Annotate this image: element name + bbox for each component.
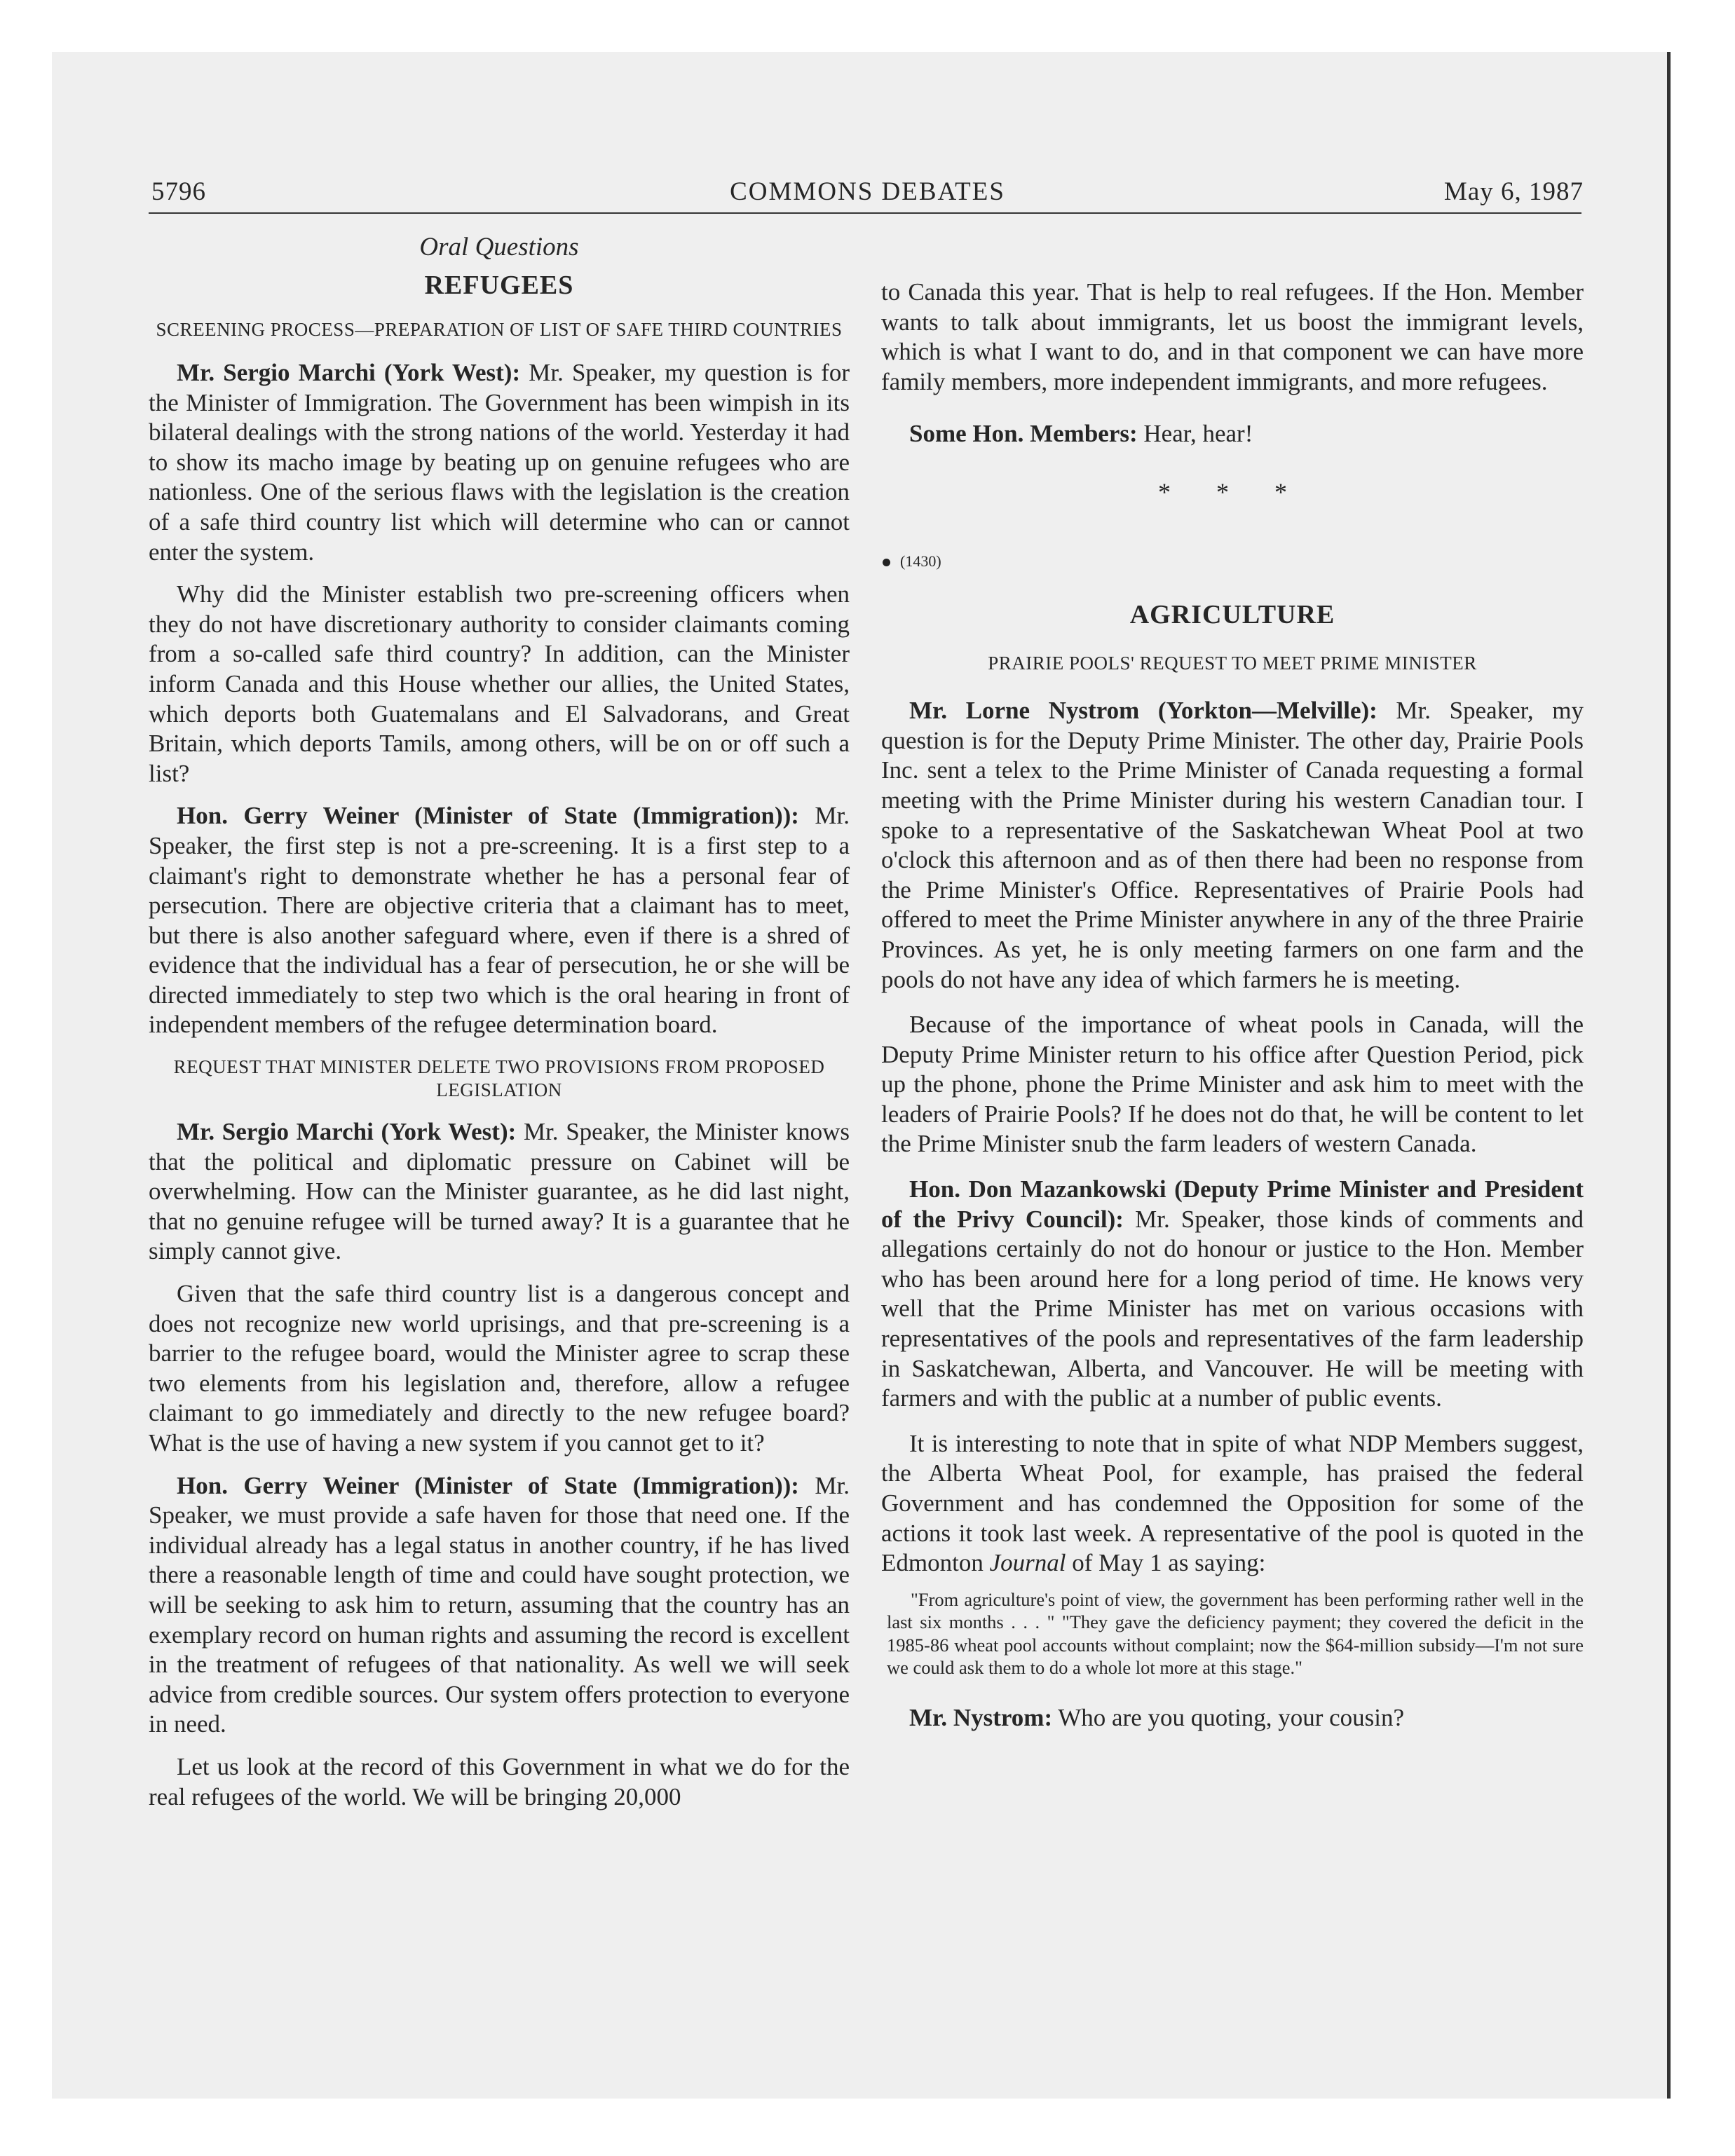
speaker-name: Some Hon. Members: bbox=[909, 420, 1138, 448]
speech-text: Who are you quoting, your cousin? bbox=[1052, 1703, 1405, 1731]
speaker-name: Mr. Lorne Nystrom (Yorkton—Melville): bbox=[909, 697, 1377, 725]
publication-name: Journal bbox=[989, 1549, 1066, 1577]
paragraph-weiner-3: Let us look at the record of this Government in what we do for the real refugees of the world. We will be bringing 20,000 bbox=[149, 1752, 850, 1810]
speaker-name: Hon. Gerry Weiner (Minister of State (Immigration)): bbox=[177, 1471, 799, 1499]
paragraph-marchi-2: Why did the Minister establish two pre-screening officers when they do not have discretionary authority to consider claimants coming from a so-called safe third country? In addition, can the Minister inform Canada and this House whether our allies, the United States, which deports both Guatemalans and El Salvadorans, and Great Britain, which deports Tamils, among others, will be on or off such a list? bbox=[149, 580, 850, 787]
header-rule bbox=[149, 212, 1581, 214]
paragraph-marchi-1 bbox=[149, 358, 850, 567]
section-title-agriculture: AGRICULTURE bbox=[1129, 600, 1335, 630]
time-marker bbox=[881, 547, 1584, 577]
paragraph-weiner-continued: to Canada this year. That is help to real refugees. If the Hon. Member wants to talk about immigrants, let us boost the immigrant levels, which is what I want to do, and in that component we can have more family members, more independent immigrants, and more refugees. bbox=[881, 278, 1584, 395]
paragraph-nystrom-2: Because of the importance of wheat pools in Canada, will the Deputy Prime Minister return to his office after Question Period, pick up the phone, phone the Prime Minister and ask him to meet with the leaders of Prairie Pools? If he does not do that, he will be content to let the Prime Minister snub the farm leaders of western Canada. bbox=[881, 1011, 1584, 1158]
speaker-name: Mr. Sergio Marchi (York West): bbox=[177, 359, 521, 386]
speech-text: Mr. Speaker, the Minister knows that the political and diplomatic pressure on Cabinet will be overwhelming. How can the Minister guarantee, as he did last night, that no genuine refugee will be turned away? It is a guarantee that he simply cannot give. bbox=[149, 1118, 850, 1265]
section-title-refugees: REFUGEES bbox=[424, 271, 574, 300]
bullet-icon bbox=[883, 559, 890, 566]
paragraph-hear-hear bbox=[881, 419, 1584, 449]
subheading-prairie-pools: PRAIRIE POOLS' REQUEST TO MEET PRIME MINISTER bbox=[988, 653, 1477, 674]
left-column bbox=[149, 231, 850, 1812]
block-quote: "From agriculture's point of view, the government has been performing rather well in the last six months . . . " "They gave the deficiency payment; they covered the deficit in the 1985-86 wheat pool accounts without complaint; now the $64-million subsidy—I'm not sure we could ask them to do a whole lot more at this stage." bbox=[887, 1588, 1584, 1679]
speech-text: Mr. Speaker, we must provide a safe haven for those that need one. If the individual already has a legal status in another country, if he has lived there a reasonable length of time and could have sought protection, we will be seeking to ask him to return, assuming that the country has an exemplary record on human rights and assuming the record is excellent in the treatment of refugees of that nationality. As well we will seek advice from credible sources. Our system offers protection to everyone in need. bbox=[149, 1471, 850, 1738]
speaker-name: Hon. Don Mazankowski (Deputy Prime Minister and President of the Privy Council): bbox=[881, 1175, 1584, 1233]
paragraph-marchi-3 bbox=[149, 1117, 850, 1267]
right-column bbox=[881, 278, 1584, 1733]
page-number: 5796 bbox=[151, 177, 206, 206]
paragraph-mazankowski-2 bbox=[881, 1429, 1584, 1578]
speech-text: of May 1 as saying: bbox=[1066, 1549, 1266, 1577]
speaker-name: Mr. Nystrom: bbox=[909, 1703, 1053, 1731]
speech-text: Hear, hear! bbox=[1137, 420, 1253, 448]
speech-text: Mr. Speaker, my question is for the Deputy Prime Minister. The other day, Prairie Pools Inc. sent a telex to the Prime Minister of Canada requesting a formal meeting with the Prime Minister during his western Canadian tour. I spoke to a representative of the Saskatchewan Wheat Pool at two o'clock this afternoon and as of then there had been no response from the Prime Minister's Office. Representatives of Prairie Pools had offered to meet the Prime Minister anywhere in any of the three Prairie Provinces. As yet, he is only meeting farmers on one farm and the pools do not have any idea of which farmers he is meeting. bbox=[881, 697, 1584, 993]
speech-text: Mr. Speaker, those kinds of comments and allegations certainly do not do honour or justice to the Hon. Member who has been around here for a long period of time. He knows very well that the Prime Minister has met on various occasions with representatives of the pools and representatives of the farm leadership in Saskatchewan, Alberta, and Vancouver. He will be meeting with farmers and with the public at a number of public events. bbox=[881, 1205, 1584, 1412]
paragraph-nystrom-1 bbox=[881, 696, 1584, 995]
time-marker-text: (1430) bbox=[900, 552, 941, 570]
speech-text: Mr. Speaker, my question is for the Minister of Immigration. The Government has been wimpish in its bilateral dealings with the strong nations of the world. Yesterday it had to show its macho image by beating up on genuine refugees who are nationless. One of the serious flaws with the legislation is the creation of a safe third country list which will determine who can or cannot enter the system. bbox=[149, 359, 850, 566]
paragraph-marchi-4: Given that the safe third country list is a dangerous concept and does not recognize new world uprisings, and that pre-screening is a barrier to the refugee board, would the Minister agree to scrap these two elements from his legislation and, therefore, allow a refugee claimant to go immediately and directly to the new refugee board? What is the use of having a new system if you cannot get to it? bbox=[149, 1280, 850, 1456]
subheading-request-delete-provisions: REQUEST THAT MINISTER DELETE TWO PROVISIONS FROM PROPOSED LEGISLATION bbox=[173, 1056, 825, 1101]
page-date: May 6, 1987 bbox=[1443, 177, 1584, 206]
paragraph-mazankowski-1 bbox=[881, 1175, 1584, 1414]
paragraph-nystrom-3 bbox=[881, 1703, 1584, 1733]
speaker-name: Mr. Sergio Marchi (York West): bbox=[177, 1118, 517, 1146]
speech-text: It is interesting to note that in spite of what NDP Members suggest, the Alberta Wheat Pool, for example, has praised the federal Government and has condemned the Opposition for some of the actions it took last week. A representative of the pool is quoted in the Edmonton bbox=[881, 1429, 1584, 1577]
paragraph-weiner-2 bbox=[149, 1471, 850, 1740]
paragraph-weiner-1 bbox=[149, 801, 850, 1040]
running-title: COMMONS DEBATES bbox=[730, 177, 1005, 206]
subheading-screening-process: SCREENING PROCESS—PREPARATION OF LIST OF SAFE THIRD COUNTRIES bbox=[156, 319, 843, 340]
section-kicker: Oral Questions bbox=[419, 233, 579, 261]
speaker-name: Hon. Gerry Weiner (Minister of State (Immigration)): bbox=[177, 802, 799, 830]
speech-text: Mr. Speaker, the first step is not a pre-screening. It is a first step to a claimant's right to demonstrate whether he has a personal fear of persecution. There are objective criteria that a claimant has to meet, but there is also another safeguard where, even if there is a shred of evidence that the individual has a fear of persecution, he or she will be directed immediately to step two which is the oral hearing in front of independent members of the refugee determination board. bbox=[149, 802, 850, 1039]
section-separator-stars: * * * bbox=[1158, 477, 1307, 506]
